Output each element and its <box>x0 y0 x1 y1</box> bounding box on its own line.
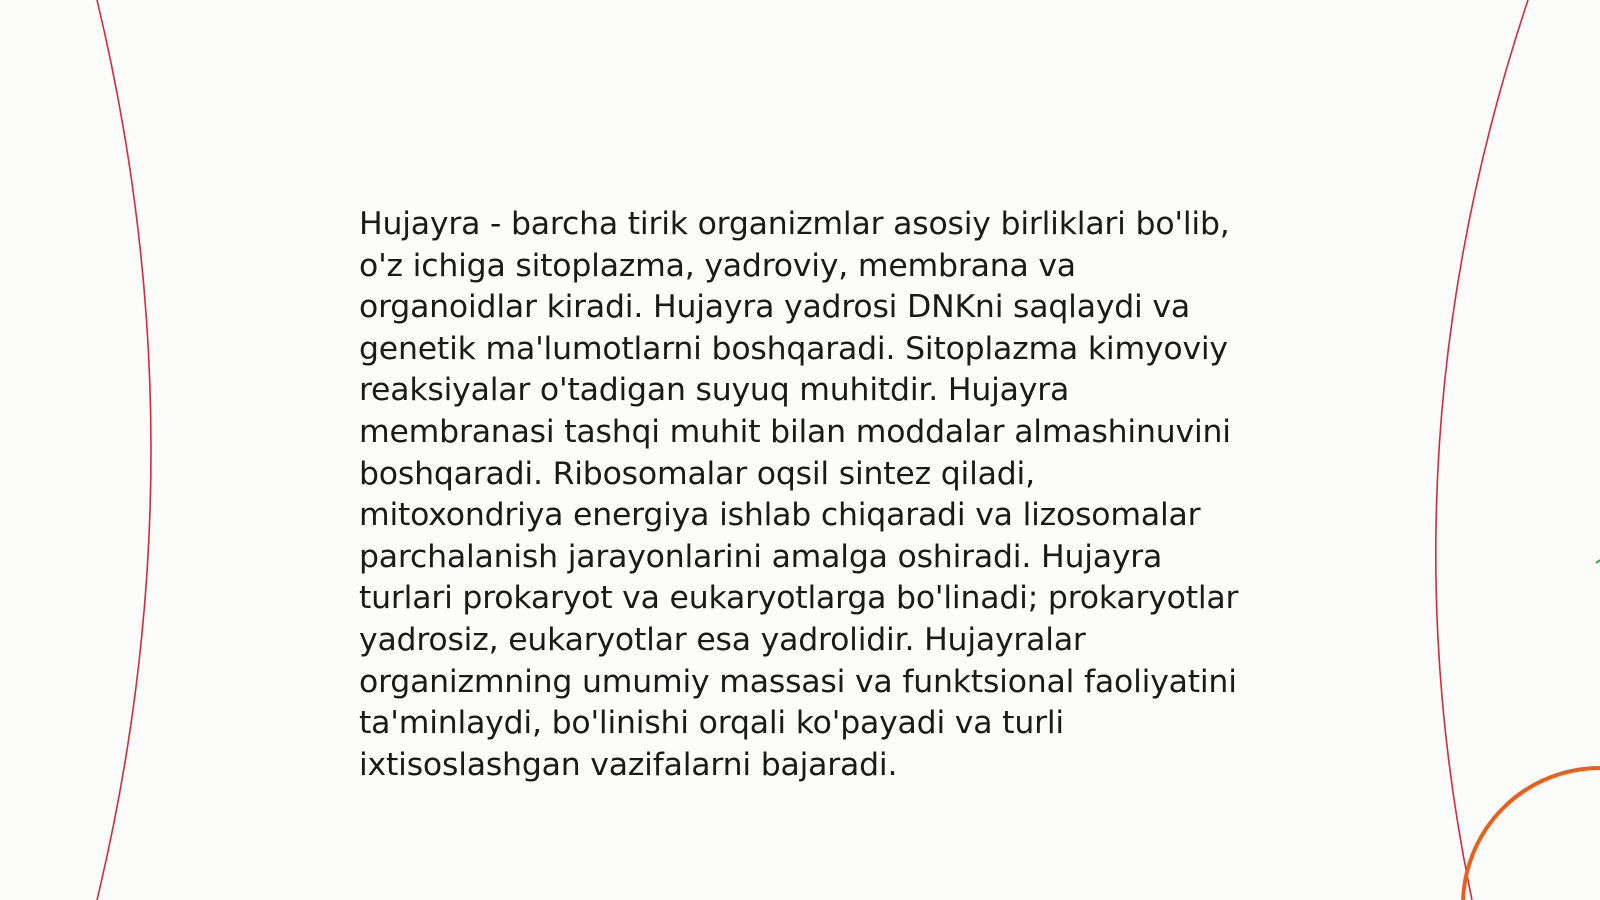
left-curve-line <box>97 0 151 900</box>
body-text: Hujayra - barcha tirik organizmlar asosiy birliklari bo'lib, o'z ichiga sitoplazma, yadroviy, membrana va organoidlar kiradi. Hujayra yadrosi DNKni saqlaydi va genetik ma'lumotlarni boshqaradi. Sitoplazma kimyoviy reaksiyalar o'tadigan suyuq muhitdir. Hujayra membranasi tashqi muhit bilan moddalar almashinuvini boshqaradi. Ribosomalar oqsil sintez qiladi, mitoxondriya energiya ishlab chiqaradi va lizosomalar parchalanish jarayonlarini amalga oshiradi. Hujayra turlari prokaryot va eukaryotlarga bo'linadi; prokaryotlar yadrosiz, eukaryotlar esa yadrolidir. Hujayralar organizmning umumiy massasi va funktsional faoliyatini ta'minlaydi, bo'linishi orqali ko'payadi va turli ixtisoslashgan vazifalarni bajaradi. <box>359 206 1239 783</box>
orange-accent-circle <box>1463 768 1600 900</box>
green-accent-mark <box>1596 560 1600 563</box>
right-curve-line <box>1436 0 1528 900</box>
